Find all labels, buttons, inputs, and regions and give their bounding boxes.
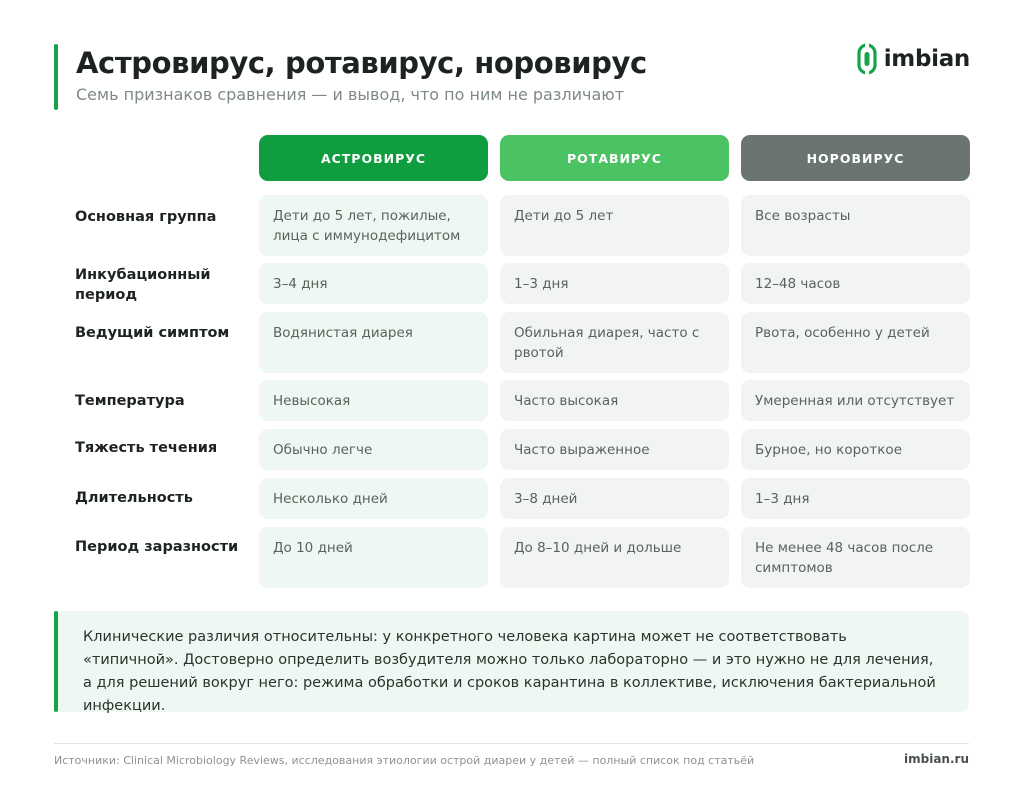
table-cell: 1–3 дня [741,478,970,519]
page-title: Астровирус, ротавирус, норовирус [76,46,647,80]
table-cell: Водянистая диарея [259,312,488,373]
logo-text: imbian [883,46,970,72]
conclusion-note [54,611,969,712]
table-cell: Несколько дней [259,478,488,519]
row-label: Ведущий симптом [75,325,230,341]
table-cell: Бурное, но короткое [741,429,970,470]
table-cell: Часто высокая [500,380,729,421]
table-cell: Обычно легче [259,429,488,470]
logo[interactable] [857,42,970,76]
row-label: Температура [75,393,185,409]
page-subtitle: Семь признаков сравнения — и вывод, что по ним не различают [76,85,625,104]
row-label: Основная группа [75,209,217,225]
column-header-norovirus: НОРОВИРУС [741,135,970,181]
table-cell: Дети до 5 лет [500,195,729,256]
table-cell: Все возрасты [741,195,970,256]
table-cell: Невысокая [259,380,488,421]
table-cell: 3–4 дня [259,263,488,304]
column-header-rotavirus: РОТАВИРУС [500,135,729,181]
table-cell: До 8–10 дней и дольше [500,527,729,588]
row-label: Тяжесть течения [75,440,218,456]
header [54,42,970,110]
footer-sources: Источники: Clinical Microbiology Reviews, исследования этиологии острой диареи у детей — полный список под статьёй [54,754,755,767]
note-accent-bar [54,611,58,712]
imbian-logo-icon [857,43,877,75]
table-cell: Дети до 5 лет, пожилые, лица с иммунодефицитом [259,195,488,256]
header-accent-bar [54,44,58,110]
table-cell: Часто выраженное [500,429,729,470]
footer-divider [54,743,969,744]
table-cell: Не менее 48 часов после симптомов [741,527,970,588]
table-cell: 3–8 дней [500,478,729,519]
row-label: Инкубационный период [75,267,211,303]
note-text: Клинические различия относительны: у конкретного человека картина может не соответствовать «типичной». Достоверно определить возбудителя можно только лабораторно — и это нужно не для лечения, а для решений вокруг него: режима обработки и сроков карантина в коллективе, исключения бактериальной инфекции. [83,629,936,714]
table-cell: До 10 дней [259,527,488,588]
table-cell: 1–3 дня [500,263,729,304]
column-header-astrovirus: АСТРОВИРУС [259,135,488,181]
row-label: Период заразности [75,539,239,555]
footer-site-link[interactable]: imbian.ru [904,752,969,766]
row-label: Длительность [75,490,193,506]
table-cell: 12–48 часов [741,263,970,304]
table-cell: Рвота, особенно у детей [741,312,970,373]
table-cell: Обильная диарея, часто с рвотой [500,312,729,373]
table-cell: Умеренная или отсутствует [741,380,970,421]
